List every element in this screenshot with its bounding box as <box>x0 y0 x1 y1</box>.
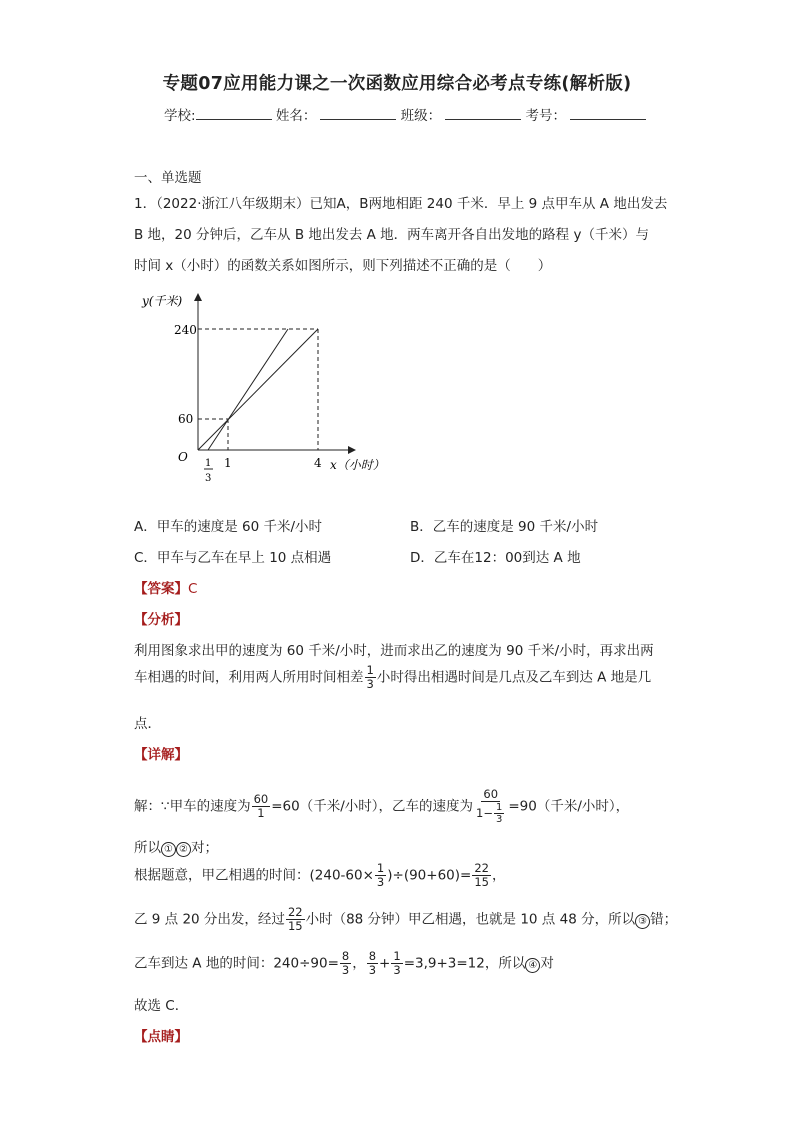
class-blank <box>445 105 521 120</box>
school-label: 学校: <box>164 108 196 124</box>
school-blank <box>196 105 272 120</box>
answer-label: 【答案】 <box>134 581 188 597</box>
section-heading: 一、单选题 <box>134 170 202 186</box>
question-line-3: 时间 x（小时）的函数关系如图所示，则下列描述不正确的是（ ） <box>134 258 552 274</box>
x-tick-1: 1 <box>224 456 232 470</box>
detail-line-2: 所以 ① ② 对； <box>134 840 218 856</box>
option-b: B．乙车的速度是 90 千米/小时 <box>410 519 599 535</box>
y-tick-60: 60 <box>178 412 194 426</box>
exam-number-label: 考号： <box>525 108 566 124</box>
class-label: 班级： <box>400 108 442 124</box>
analysis-line-1: 利用图象求出甲的速度为 60 千米/小时，进而求出乙的速度为 90 千米/小时，再求出两 <box>134 643 654 659</box>
detail-line-1: 解：∵甲车的速度为 $\frac{60}{1}$ =60（千米/小时），乙车的速度为 60 1− $\frac{1}{3}$ =90（千米/小时）， <box>134 787 630 825</box>
x-tick-4: 4 <box>314 456 322 470</box>
x-tick-frac-num: 1 <box>205 458 212 469</box>
analysis-line-3: 点． <box>134 716 161 732</box>
option-c: C．甲车与乙车在早上 10 点相遇 <box>134 550 332 566</box>
detail-label: 【详解】 <box>134 747 188 763</box>
question-line-2: B 地，20 分钟后，乙车从 B 地出发去 A 地．两车离开各自出发地的路程 y（千米）与 <box>134 227 649 243</box>
x-axis-label: x（小时） <box>330 458 385 472</box>
option-a: A．甲车的速度是 60 千米/小时 <box>134 519 323 535</box>
exam-number-blank <box>570 105 646 120</box>
analysis-label: 【分析】 <box>134 612 188 628</box>
y-axis-label: y(千米) <box>142 294 183 308</box>
page-title: 专题07应用能力课之一次函数应用综合必考点专练(解析版) <box>162 74 632 94</box>
analysis-line-2: 车相遇的时间，利用两人所用时间相差 $\frac{1}{3}$ 小时得出相遇时间是几点及乙车到达 A 地是几 <box>134 663 652 691</box>
comment-label: 【点睛】 <box>134 1029 188 1045</box>
detail-line-5: 乙车到达 A 地的时间：240÷90= $\frac{8}{3}$ ， $\frac{8}{3}$ + $\frac{1}{3}$ =3,9+3=12，所以 ④ 对 <box>134 949 554 977</box>
fraction-60-over-1: $\frac{60}{1}$ <box>253 792 269 820</box>
student-info-row <box>164 104 646 124</box>
question-line-1: 1．（2022·浙江八年级期末）已知A，B两地相距 240 千米．早上 9 点甲车从 A 地出发去 <box>134 196 668 212</box>
detail-conclusion: 故选 C． <box>134 998 189 1014</box>
answer-row <box>134 577 197 597</box>
detail-line-4: 乙 9 点 20 分出发，经过 $\frac{22}{15}$ 小时（88 分钟）甲乙相遇，也就是 10 点 48 分，所以 ③ 错； <box>134 905 678 933</box>
fraction-one-third: $\frac{1}{3}$ <box>366 663 374 691</box>
y-tick-240: 240 <box>174 323 197 337</box>
detail-line-3: 根据题意，甲乙相遇的时间：(240-60× $\frac{1}{3}$ )÷(90+60)= $\frac{22}{15}$ ， <box>134 861 506 889</box>
name-label: 姓名： <box>275 108 317 124</box>
origin-label: O <box>178 450 188 464</box>
line-jia <box>198 329 318 450</box>
option-d: D．乙车在12：00到达 A 地 <box>410 550 581 566</box>
fraction-complex: 60 1− $\frac{1}{3}$ <box>476 787 503 825</box>
function-graph <box>134 285 404 495</box>
fraction-22-15: $\frac{22}{15}$ <box>474 861 489 889</box>
name-blank <box>320 105 396 120</box>
line-yi <box>208 329 288 450</box>
x-tick-frac-den: 3 <box>205 473 212 484</box>
answer-value: C <box>188 581 198 597</box>
